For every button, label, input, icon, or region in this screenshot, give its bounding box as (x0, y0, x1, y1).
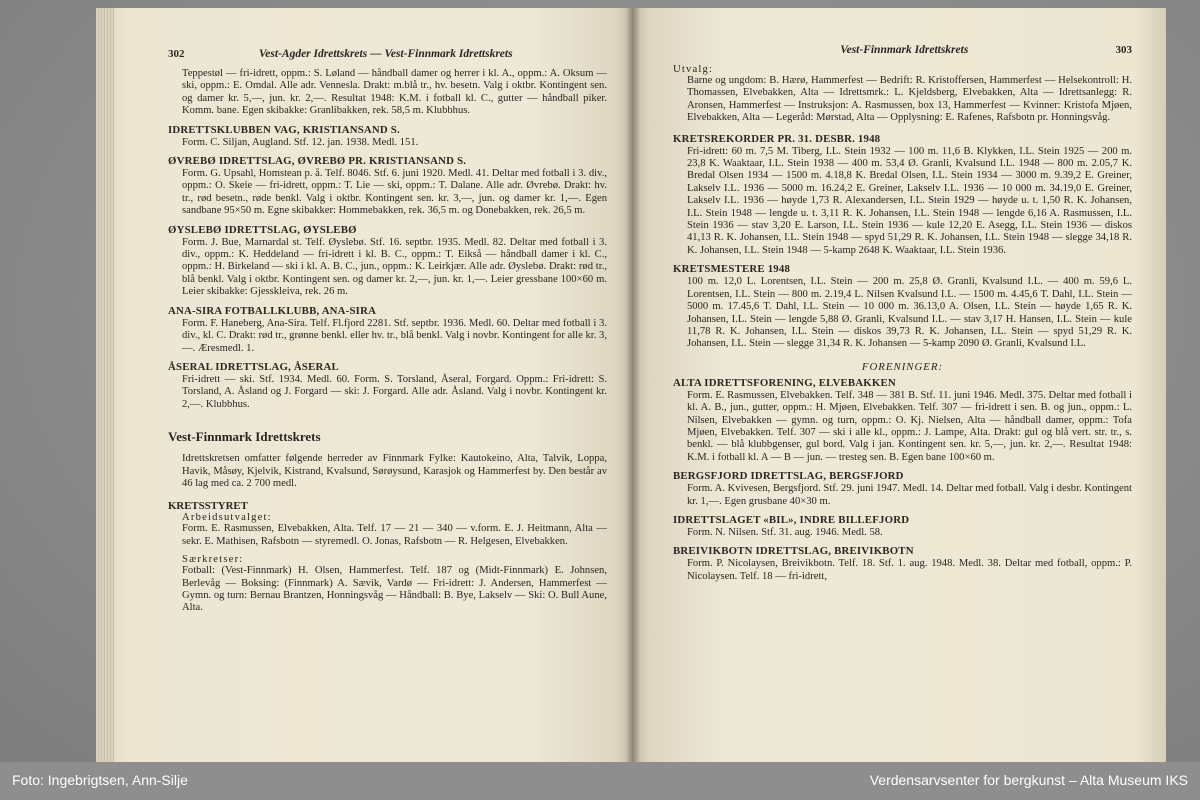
left-page-number: 302 (168, 48, 185, 60)
page-edges (96, 8, 114, 763)
club-details: Form. G. Upsahl, Homstean p. å. Telf. 8046. Stf. 6. juni 1920. Medl. 41. Deltar med fotball i 3. div., oppm.: O. Skeie — fri-idrett, oppm.: T. Lie — ski, oppm.: T. Dalane. Alle adr. Øvrebø. Drakt: hv. tr., rød besetn., røde benkl. Valg i oktbr. Kontingent sen. kr. 3,—, jun. og damer kr. 1,—. Egen sandbane 95×50 m. Egne skibakker: Hommebakken, rek. 36,5 m. og Donebakken, rek. 26,5 m. (182, 168, 607, 217)
photo-credit: Foto: Ingebrigtsen, Ann-Silje (12, 772, 188, 788)
foreninger-heading: FORENINGER: (861, 360, 944, 373)
right-running-title: Vest-Finnmark Idrettskrets (840, 44, 969, 56)
section-intro: Idrettskretsen omfatter følgende herreder av Finnmark Fylke: Kautokeino, Alta, Talvik, Loppa, Havik, Måsøy, Kjelvik, Kistrand, Kvalsund, Sørøysund, Karasjok og Hammerfest by. Den består av 46 lag med ca. 2 700 medl. (182, 453, 607, 489)
left-page (96, 8, 633, 763)
club-entry (673, 514, 1132, 539)
club-details: Form. J. Bue, Marnardal st. Telf. Øyslebø. Stf. 16. septbr. 1935. Medl. 82. Deltar med fotball i 3. div., oppm.: K. Heddeland — fri-idrett i kl. B. C., oppm.: T. Eikså — håndball damer i kl. C., oppm.: H. Birkeland — ski i kl. A. B. C., jun., oppm.: K. Leirkjær. Alle adr. Øyslebø. Drakt: rød tr., blå benkl. Valg i oktbr. Kontingent sen. og damer kr. 2,—, jun. kr. 1,—. Leier gressbane 100×60 m. Leier skibakke: Gjesskleiva, rek. 26 m. (182, 236, 607, 298)
records-body: Fri-idrett: 60 m. 7,5 M. Tiberg, I.L. Stein 1932 — 100 m. 11,6 B. Klykken, I.L. Stein 1925 — 200 m. 23,8 K. Waaktaar, I.L. Stein 1938 — 400 m. 53,4 Ø. Granli, Kvalsund I.L. 1948 — 800 m. 2.05,7 K. Bredal Olsen 1934 — 1500 m. 4.18,8 K. Bredal Olsen, I.L. Stein 1934 — 3000 m. 9.39,2 E. Greiner, Lakselv I.L. 1936 — 5000 m. 16.24,2 E. Greiner, Lakselv I.L. 1936 — 10 000 m. 34.19,0 E. Greiner, Lakselv I.L. 1936 — høyde 1,73 R. Alexandersen, I.L. Stein 1929 — høyde u. t. 1,50 R. K. Johansen, I.L. Stein 1948 — lengde u. t. 3,11 R. K. Johansen, I.L. Stein 1948 — lengde 6,16 A. Rasmussen, I.L. Stein 1936 — stav 3,20 E. Larson, I.L. Stein 1936 — kule 12,20 E. Asegg, I.L. Stein 1936 — diskos 41,13 R. K. Johansen, I.L. Stein 1948 — spyd 51,29 R. K. Johansen, I.L. Stein 1948 — slegge 34,18 R. K. Johansen, I.L. Stein 1948 — 5-kamp 2648 K. Waaktaar, I.L. Stein 1936. (687, 145, 1132, 256)
saerkretser-body: Fotball: (Vest-Finnmark) H. Olsen, Hammerfest. Telf. 187 og (Midt-Finnmark) E. Johnsen, Berlevåg — Boksing: (Finnmark) A. Sævik, Vardø — Fri-idrett: J. Andersen, Hammerfest — Gymn. og turn: Bernau Brantzen, Honningsvåg — Håndball: B. Bye, Lakselv — Ski: O. Bull Aune, Alta. (182, 565, 607, 614)
club-name: ØVREBØ IDRETTSLAG, ØVREBØ PR. KRISTIANSAND S. (168, 155, 467, 168)
club-details: Form. F. Haneberg, Ana-Sira. Telf. Fl.fjord 2281. Stf. septbr. 1936. Medl. 60. Deltar med fotball i 3. div., kl. C. Drakt: rød tr., grønne benkl. eller hv. tr., blå benkl. Valg i novbr. Kontingent for alle kr. 3,—. Æresmedl. 1. (182, 317, 607, 354)
club-entry (673, 377, 1132, 464)
club-entry (168, 124, 607, 149)
club-details: Form. P. Nicolaysen, Breivikbotn. Telf. 18. Stf. 1. aug. 1948. Medl. 38. Deltar med fotball, oppm.: P. Nicolaysen. Telf. 18 — fri-idrett, (687, 558, 1132, 582)
club-entry (168, 224, 607, 299)
club-entry (673, 470, 1132, 508)
club-name: BERGSFJORD IDRETTSLAG, BERGSFJORD (673, 470, 904, 483)
arbeidsutvalget-body: Form. E. Rasmussen, Elvebakken, Alta. Telf. 17 — 21 — 340 — v.form. E. J. Heitmann, Alta — sekr. E. Mathisen, Rafsbotn — styremedl. O. Jonas, Rafsbotn — R. Helgesen, Elvebakken. (182, 523, 607, 547)
saerkretser-label: Særkretser: (182, 554, 244, 566)
kretsstyret-heading: KRETSSTYRET (168, 500, 248, 513)
club-entry (168, 305, 607, 355)
club-name: ØYSLEBØ IDRETTSLAG, ØYSLEBØ (168, 223, 357, 236)
club-details: Form. A. Kvivesen, Bergsfjord. Stf. 29. juni 1947. Medl. 14. Deltar med fotball. Valg i desbr. Kontingent kr. 1,—. Egen grusbane 40×30 m. (687, 483, 1132, 507)
club-name: IDRETTSLAGET «BIL», INDRE BILLEFJORD (673, 513, 910, 526)
utvalg-label: Utvalg: (673, 64, 714, 75)
utvalg-body: Barne og ungdom: B. Hærø, Hammerfest — Bedrift: R. Kristoffersen, Hammerfest — Helsekontroll: H. Thomassen, Elvebakken, Alta — Idrettsmrk.: L. Kjeldsberg, Elvebakken, Alta — Idrettsanlegg: R. Aronsen, Hammerfest — Instruksjon: A. Rasmussen, box 13, Hammerfest — Kvinner: Kristofa Mjøen, Elvebakken, Alta — Legeråd: Mørstad, Alta — Opplysning: E. Rafenes, Rafsbotn pr. Honningsvåg. (687, 75, 1132, 124)
left-running-title: Vest-Agder Idrettskrets — Vest-Finnmark Idrettskrets (258, 48, 513, 60)
club-name: ANA-SIRA FOTBALLKLUBB, ANA-SIRA (168, 304, 377, 317)
records-heading: KRETSREKORDER PR. 31. DESBR. 1948 (673, 132, 881, 145)
club-entry (168, 361, 607, 411)
section-title: Vest-Finnmark Idrettskrets (168, 429, 321, 445)
caption-bar (0, 762, 1200, 800)
champions-heading: KRETSMESTERE 1948 (673, 263, 791, 276)
club-name: BREIVIKBOTN IDRETTSLAG, BREIVIKBOTN (673, 545, 914, 558)
institution-credit: Verdensarvsenter for bergkunst – Alta Museum IKS (869, 772, 1188, 788)
continuation-text: Teppestøl — fri-idrett, oppm.: S. Løland — håndball damer og herrer i kl. A., oppm.: A. Oksum — ski, oppm.: E. Omdal. Alle adr. Vennesla. Drakt: m.blå tr., hv. besetn. Valg i oktbr. Kontingent sen. og damer kr. 5,—, jun. kr. 2,—. Resultat 1948: K.M. i fotball kl. C., gutter — håndball piker. Komm. bane. Egen skibakke: Granlibakken, rek. 58,5 m. Klubbhus. (182, 68, 607, 117)
records-entry (673, 133, 1132, 258)
arbeidsutvalget-label: Arbeidsutvalget: (182, 512, 272, 524)
club-entry (168, 155, 607, 218)
club-entry (673, 545, 1132, 583)
right-page-number: 303 (1115, 44, 1132, 56)
club-details: Form. C. Siljan, Augland. Stf. 12. jan. 1938. Medl. 151. (182, 136, 419, 148)
left-running-head (168, 48, 607, 60)
club-name: ÅSERAL IDRETTSLAG, ÅSERAL (168, 360, 339, 373)
club-details: Form. N. Nilsen. Stf. 31. aug. 1946. Medl. 58. (687, 526, 883, 538)
club-details: Form. E. Rasmussen, Elvebakken. Telf. 348 — 381 B. Stf. 11. juni 1946. Medl. 375. Deltar med fotball i kl. A. B., jun., gutter, oppm.: H. Mjøen, Elvebakken. Telf. 307 — fri-idrett i sen. B. og jun., oppm.: L. Nilsen, Elvebakken — gymn. og turn, oppm.: O. Kj. Nielsen, Alta — håndball damer, oppm.: Tofa Mjøen, Elvebakken. Telf. 307 — ski i alle kl., oppm.: J. Lampe, Alta. Drakt: gul og blå vert. str. tr., s. benkl. — blå klubbgenser, gul bord. Valg i jan. Kontingent sen. kr. 5,—, jun. kr. 2,—. Resultat 1948: K.M. i fotball kl. A — B — jun. — tresteg sen. B. Egen bane 100×60 m. (687, 389, 1132, 463)
right-running-head (673, 44, 1132, 56)
club-name: ALTA IDRETTSFORENING, ELVEBAKKEN (673, 376, 896, 389)
champions-body: 100 m. 12,0 L. Lorentsen, I.L. Stein — 200 m. 25,8 Ø. Granli, Kvalsund I.L. — 400 m. 59,6 L. Lorentsen, I.L. Stein — 800 m. 2.19,4 L. Nilsen Kvalsund I.L. — 1500 m. 4.45,6 T. Dahl, I.L. Stein — 5000 m. 17.45,6 T. Dahl, I.L. Stein — 10 000 m. 36.13,0 A. Olsen, I.L. Stein — høyde 1,65 R. K. Johansen, I.L. Stein — lengde 5,88 Ø. Granli, Kvalsund I.L. — stav 3,17 H. Hansen, I.L. Stein — kule 11,78 R. K. Johansen, I.L. Stein — diskos 39,73 R. K. Johansen, I.L. Stein — spyd 51,29 R. K. Johansen, I.L. Stein — slegge 31,34 R. K. Johansen — 5-kamp 2090 Ø. Granli, Kvalsund I.L. (687, 276, 1132, 350)
club-name: IDRETTSKLUBBEN VAG, KRISTIANSAND S. (168, 123, 400, 136)
right-page (633, 8, 1166, 763)
book-gutter (626, 8, 640, 763)
club-details: Fri-idrett — ski. Stf. 1934. Medl. 60. Form. S. Torsland, Åseral, Forgard. Oppm.: Fri-idrett: S. Torsland, A. Åsland og J. Forgard — ski: J. Forgard. Alle adr. Åsland. Valg i novbr. Kontingent kr. 2,—. Klubbhus. (182, 373, 607, 410)
champions-entry (673, 263, 1132, 350)
